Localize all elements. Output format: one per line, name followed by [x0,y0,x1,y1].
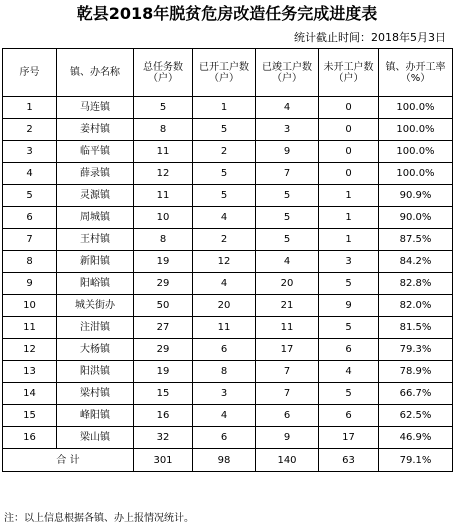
started-cell[interactable]: 5 [193,163,256,185]
table-row [3,317,453,339]
index-cell[interactable]: 16 [3,427,57,449]
town-cell[interactable]: 峰阳镇 [57,405,134,427]
total-cell[interactable]: 11 [134,141,193,163]
header-row [3,49,453,97]
rate-cell[interactable]: 87.5% [379,229,453,251]
total-cell[interactable]: 19 [134,251,193,273]
town-cell[interactable]: 阳峪镇 [57,273,134,295]
not-started-cell[interactable]: 1 [319,207,379,229]
started-cell[interactable]: 4 [193,273,256,295]
started-cell[interactable]: 2 [193,229,256,251]
started-cell[interactable]: 5 [193,185,256,207]
not-started-cell[interactable]: 1 [319,185,379,207]
index-cell[interactable]: 14 [3,383,57,405]
stats-date: 统计截止时间：2018年5月3日 [294,31,446,44]
not-started-cell[interactable]: 17 [319,427,379,449]
total-label[interactable]: 合 计 [3,449,134,472]
completed-cell[interactable]: 17 [256,339,319,361]
total-cell[interactable]: 16 [134,405,193,427]
rate-cell[interactable]: 46.9% [379,427,453,449]
started-cell[interactable]: 12 [193,251,256,273]
rate-cell[interactable]: 78.9% [379,361,453,383]
completed-cell[interactable]: 9 [256,427,319,449]
rate-cell[interactable]: 100.0% [379,163,453,185]
not-started-cell[interactable]: 5 [319,383,379,405]
started-cell[interactable]: 11 [193,317,256,339]
rate-cell[interactable]: 100.0% [379,141,453,163]
completed-cell[interactable]: 21 [256,295,319,317]
not-started-cell[interactable]: 6 [319,405,379,427]
completed-cell[interactable]: 9 [256,141,319,163]
table-row [3,119,453,141]
rate-cell[interactable]: 84.2% [379,251,453,273]
total-cell[interactable]: 29 [134,339,193,361]
completed-cell[interactable]: 20 [256,273,319,295]
col-header-completed[interactable]: 已竣工户数（户） [256,49,319,97]
started-cell[interactable]: 4 [193,207,256,229]
table-row [3,251,453,273]
not-started-cell[interactable]: 5 [319,273,379,295]
total-cell[interactable]: 32 [134,427,193,449]
total-cell[interactable]: 5 [134,97,193,119]
rate-cell[interactable]: 90.9% [379,185,453,207]
table-row [3,185,453,207]
col-header-started[interactable]: 已开工户数（户） [193,49,256,97]
started-cell[interactable]: 20 [193,295,256,317]
table-row [3,207,453,229]
completed-cell[interactable]: 6 [256,405,319,427]
index-cell[interactable]: 3 [3,141,57,163]
index-cell[interactable]: 9 [3,273,57,295]
table-row [3,295,453,317]
rate-cell[interactable]: 81.5% [379,317,453,339]
completed-cell[interactable]: 5 [256,207,319,229]
town-cell[interactable]: 新阳镇 [57,251,134,273]
index-cell[interactable]: 13 [3,361,57,383]
table-row [3,361,453,383]
total-started-cell[interactable]: 98 [193,449,256,472]
total-cell[interactable]: 8 [134,119,193,141]
town-cell[interactable]: 大杨镇 [57,339,134,361]
completed-cell[interactable]: 5 [256,185,319,207]
total-completed-cell[interactable]: 140 [256,449,319,472]
rate-cell[interactable]: 82.0% [379,295,453,317]
town-cell[interactable]: 临平镇 [57,141,134,163]
total-not-started-cell[interactable]: 63 [319,449,379,472]
table-row [3,427,453,449]
footnote: 注：以上信息根据各镇、办上报情况统计。 [4,513,194,524]
total-cell[interactable]: 10 [134,207,193,229]
table-row [3,339,453,361]
rate-cell[interactable]: 62.5% [379,405,453,427]
not-started-cell[interactable]: 0 [319,163,379,185]
table-row [3,163,453,185]
completed-cell[interactable]: 3 [256,119,319,141]
town-cell[interactable]: 周城镇 [57,207,134,229]
col-header-rate[interactable]: 镇、办开工率（%） [379,49,453,97]
total-cell[interactable]: 12 [134,163,193,185]
rate-cell[interactable]: 82.8% [379,273,453,295]
rate-cell[interactable]: 90.0% [379,207,453,229]
completed-cell[interactable]: 7 [256,383,319,405]
not-started-cell[interactable]: 9 [319,295,379,317]
town-cell[interactable]: 城关街办 [57,295,134,317]
town-cell[interactable]: 马连镇 [57,97,134,119]
index-cell[interactable]: 4 [3,163,57,185]
not-started-cell[interactable]: 1 [319,229,379,251]
started-cell[interactable]: 3 [193,383,256,405]
town-cell[interactable]: 梁山镇 [57,427,134,449]
col-header-town[interactable]: 镇、办名称 [57,49,134,97]
total-tasks-cell[interactable]: 301 [134,449,193,472]
table-row [3,229,453,251]
table-row [3,141,453,163]
rate-cell[interactable]: 100.0% [379,97,453,119]
total-cell[interactable]: 11 [134,185,193,207]
not-started-cell[interactable]: 4 [319,361,379,383]
table-row [3,97,453,119]
not-started-cell[interactable]: 0 [319,97,379,119]
index-cell[interactable]: 11 [3,317,57,339]
town-cell[interactable]: 灵源镇 [57,185,134,207]
completed-cell[interactable]: 4 [256,97,319,119]
page-title: 乾县2018年脱贫危房改造任务完成进度表 [76,4,378,23]
not-started-cell[interactable]: 3 [319,251,379,273]
town-cell[interactable]: 姜村镇 [57,119,134,141]
started-cell[interactable]: 2 [193,141,256,163]
col-header-total[interactable]: 总任务数（户） [134,49,193,97]
started-cell[interactable]: 5 [193,119,256,141]
rate-cell[interactable]: 79.3% [379,339,453,361]
total-cell[interactable]: 29 [134,273,193,295]
town-cell[interactable]: 梁村镇 [57,383,134,405]
total-rate-cell[interactable]: 79.1% [379,449,453,472]
started-cell[interactable]: 6 [193,339,256,361]
not-started-cell[interactable]: 5 [319,317,379,339]
started-cell[interactable]: 6 [193,427,256,449]
completed-cell[interactable]: 7 [256,361,319,383]
not-started-cell[interactable]: 6 [319,339,379,361]
started-cell[interactable]: 4 [193,405,256,427]
town-cell[interactable]: 注泔镇 [57,317,134,339]
col-header-not-started[interactable]: 未开工户数（户） [319,49,379,97]
index-cell[interactable]: 6 [3,207,57,229]
index-cell[interactable]: 15 [3,405,57,427]
table-row [3,383,453,405]
total-cell[interactable]: 19 [134,361,193,383]
index-cell[interactable]: 5 [3,185,57,207]
rate-cell[interactable]: 100.0% [379,119,453,141]
progress-table [2,48,453,472]
completed-cell[interactable]: 11 [256,317,319,339]
index-cell[interactable]: 7 [3,229,57,251]
rate-cell[interactable]: 66.7% [379,383,453,405]
completed-cell[interactable]: 7 [256,163,319,185]
index-cell[interactable]: 10 [3,295,57,317]
completed-cell[interactable]: 5 [256,229,319,251]
total-cell[interactable]: 27 [134,317,193,339]
completed-cell[interactable]: 4 [256,251,319,273]
index-cell[interactable]: 8 [3,251,57,273]
town-cell[interactable]: 薛录镇 [57,163,134,185]
started-cell[interactable]: 1 [193,97,256,119]
col-header-index[interactable]: 序号 [3,49,57,97]
total-row [3,449,453,472]
table-row [3,405,453,427]
town-cell[interactable]: 王村镇 [57,229,134,251]
not-started-cell[interactable]: 0 [319,119,379,141]
index-cell[interactable]: 1 [3,97,57,119]
not-started-cell[interactable]: 0 [319,141,379,163]
started-cell[interactable]: 8 [193,361,256,383]
index-cell[interactable]: 12 [3,339,57,361]
table-row [3,273,453,295]
index-cell[interactable]: 2 [3,119,57,141]
town-cell[interactable]: 阳洪镇 [57,361,134,383]
total-cell[interactable]: 15 [134,383,193,405]
table-body [3,97,453,449]
total-cell[interactable]: 8 [134,229,193,251]
total-cell[interactable]: 50 [134,295,193,317]
